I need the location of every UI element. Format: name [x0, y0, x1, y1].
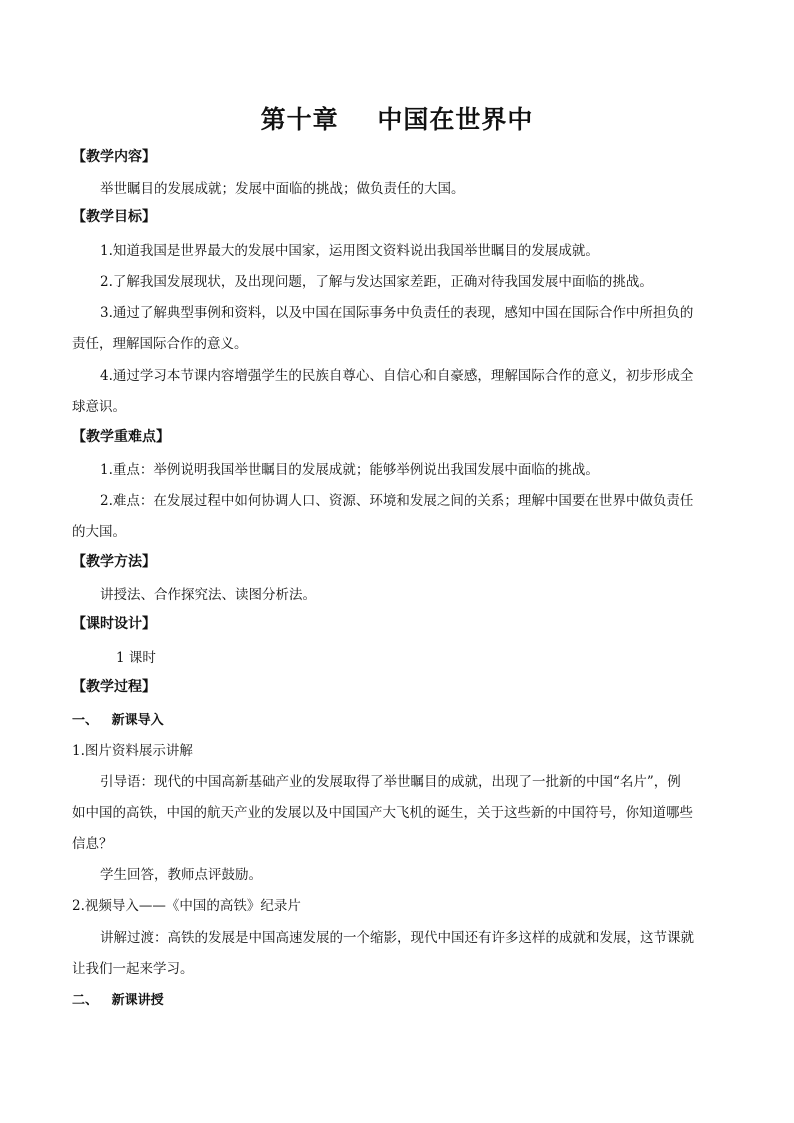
goal-1: 1.知道我国是世界最大的发展中国家，运用图文资料说出我国举世瞩目的发展成就。 [100, 243, 599, 259]
content-text: 举世瞩目的发展成就；发展中面临的挑战；做负责任的大国。 [100, 181, 465, 197]
step-1-line-1: 引导语：现代的中国高新基础产业的发展取得了举世瞩目的成就，出现了一批新的中国“名片”，例 [100, 774, 681, 790]
goal-3-line-2: 责任，理解国际合作的意义。 [72, 336, 248, 352]
step-1-line-3: 信息？ [72, 836, 113, 852]
step-1-title: 1.图片资料展示讲解 [72, 743, 193, 759]
step-2-line-1: 讲解过渡：高铁的发展是中国高速发展的一个缩影，现代中国还有许多这样的成就和发展，这节课就 [100, 930, 694, 946]
key-point-2-line-1: 2.难点：在发展过程中如何协调人口、资源、环境和发展之间的关系；理解中国要在世界中做负责任 [100, 493, 694, 509]
heading-teaching-content: 【教学内容】 [72, 149, 156, 165]
key-point-2-line-2: 的大国。 [72, 524, 126, 540]
heading-teaching-goals: 【教学目标】 [72, 209, 156, 225]
part-2-heading: 二、 新课讲授 [72, 993, 164, 1008]
goal-3-line-1: 3.通过了解典型事例和资料，以及中国在国际事务中负责任的表现，感知中国在国际合作中所担负的 [100, 305, 694, 321]
goal-4-line-2: 球意识。 [72, 399, 126, 415]
goal-2: 2.了解我国发展现状，及出现问题，了解与发达国家差距，正确对待我国发展中面临的挑战。 [100, 274, 653, 290]
methods-text: 讲授法、合作探究法、读图分析法。 [100, 587, 316, 603]
page-title: 第十章 中国在世界中 [260, 105, 534, 134]
part-1-heading: 一、 新课导入 [72, 713, 164, 728]
heading-key-points: 【教学重难点】 [72, 429, 170, 445]
step-1-line-2: 如中国的高铁，中国的航天产业的发展以及中国国产大飞机的诞生，关于这些新的中国符号，你知道哪些 [72, 805, 693, 821]
heading-teaching-methods: 【教学方法】 [72, 554, 156, 570]
key-point-1: 1.重点：举例说明我国举世瞩目的发展成就；能够举例说出我国发展中面临的挑战。 [100, 462, 599, 478]
periods-text: 1 课时 [116, 650, 156, 666]
step-1-line-4: 学生回答，教师点评鼓励。 [100, 867, 262, 883]
step-2-line-2: 让我们一起来学习。 [72, 961, 194, 977]
heading-lesson-periods: 【课时设计】 [72, 616, 156, 632]
goal-4-line-1: 4.通过学习本节课内容增强学生的民族自尊心、自信心和自豪感，理解国际合作的意义，初步形成全 [100, 368, 694, 384]
heading-teaching-process: 【教学过程】 [72, 679, 156, 695]
step-2-title: 2.视频导入——《中国的高铁》纪录片 [72, 898, 301, 914]
